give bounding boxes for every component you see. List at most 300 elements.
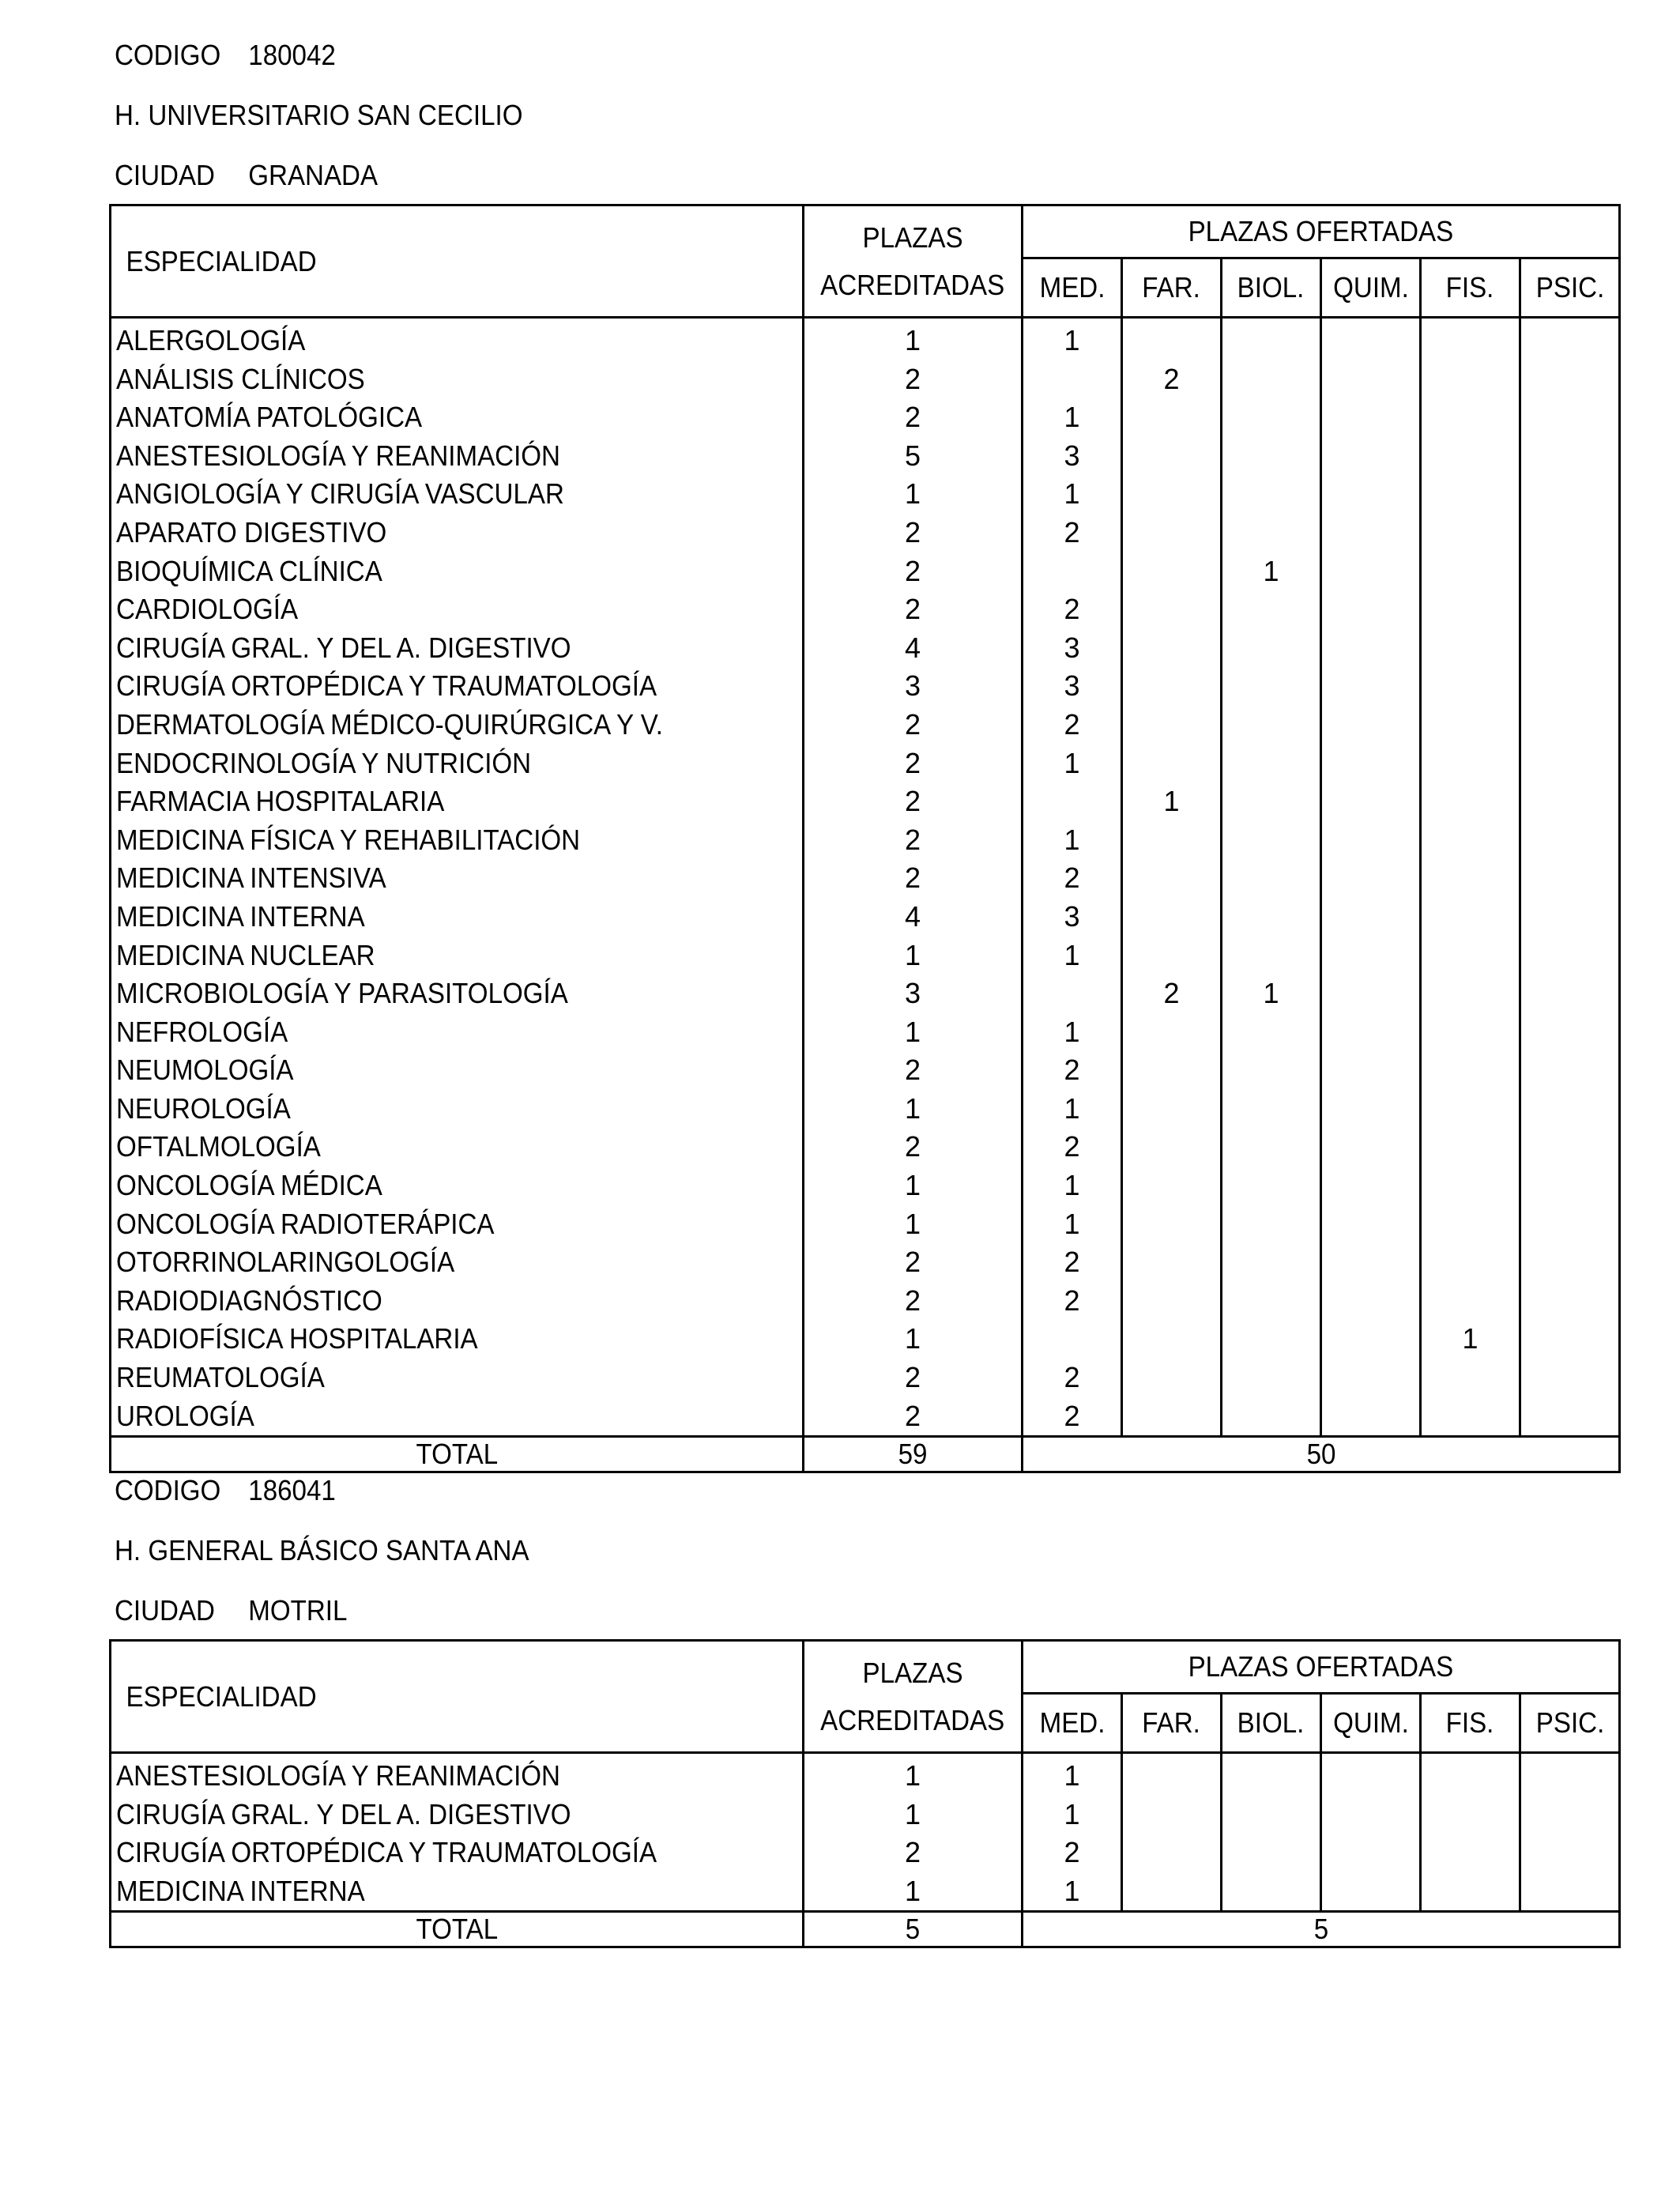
far-cell: 1 bbox=[1122, 782, 1222, 821]
med-cell: 1 bbox=[1023, 745, 1122, 783]
far-cell bbox=[1122, 318, 1222, 360]
med-cell: 2 bbox=[1023, 1359, 1122, 1397]
med-cell bbox=[1023, 974, 1122, 1013]
table-row bbox=[111, 898, 1620, 937]
plazas-ofertadas-header: PLAZAS OFERTADAS bbox=[1023, 205, 1620, 258]
psic-cell bbox=[1520, 590, 1620, 629]
specialty-name: CIRUGÍA GRAL. Y DEL A. DIGESTIVO bbox=[111, 629, 804, 668]
fis-cell bbox=[1421, 974, 1520, 1013]
specialty-name: ANATOMÍA PATOLÓGICA bbox=[111, 398, 804, 437]
acreditadas-cell: 1 bbox=[804, 1167, 1023, 1205]
psic-cell bbox=[1520, 398, 1620, 437]
fis-cell bbox=[1421, 859, 1520, 898]
psic-cell bbox=[1520, 859, 1620, 898]
biol-cell bbox=[1222, 1243, 1321, 1282]
specialty-name: ANESTESIOLOGÍA Y REANIMACIÓN bbox=[111, 1753, 804, 1796]
table-row bbox=[111, 1397, 1620, 1437]
psic-cell bbox=[1520, 1167, 1620, 1205]
biol-cell bbox=[1222, 629, 1321, 668]
specialty-table bbox=[109, 1639, 1621, 1948]
psic-cell bbox=[1520, 360, 1620, 399]
fis-cell bbox=[1421, 1834, 1520, 1872]
specialty-name: CARDIOLOGÍA bbox=[111, 590, 804, 629]
quim-cell bbox=[1321, 974, 1421, 1013]
acreditadas-cell: 1 bbox=[804, 318, 1023, 360]
fis-cell bbox=[1421, 1205, 1520, 1244]
psic-cell bbox=[1520, 1397, 1620, 1437]
far-cell bbox=[1122, 1090, 1222, 1129]
psic-cell bbox=[1520, 706, 1620, 745]
acreditadas-cell: 1 bbox=[804, 475, 1023, 514]
med-cell bbox=[1023, 1320, 1122, 1359]
acreditadas-cell: 2 bbox=[804, 859, 1023, 898]
far-cell: 2 bbox=[1122, 360, 1222, 399]
med-cell: 1 bbox=[1023, 821, 1122, 860]
biol-cell bbox=[1222, 590, 1321, 629]
table-row bbox=[111, 437, 1620, 476]
acreditadas-cell: 2 bbox=[804, 782, 1023, 821]
specialty-name: NEUROLOGÍA bbox=[111, 1090, 804, 1129]
acreditadas-cell: 2 bbox=[804, 1282, 1023, 1321]
acreditadas-cell: 4 bbox=[804, 629, 1023, 668]
biol-cell bbox=[1222, 1282, 1321, 1321]
biol-cell: 1 bbox=[1222, 974, 1321, 1013]
far-cell bbox=[1122, 745, 1222, 783]
quim-cell bbox=[1321, 629, 1421, 668]
biol-cell bbox=[1222, 360, 1321, 399]
total-label: TOTAL bbox=[111, 1912, 804, 1947]
table-row bbox=[111, 360, 1620, 399]
fis-cell bbox=[1421, 437, 1520, 476]
med-cell: 3 bbox=[1023, 898, 1122, 937]
psic-cell bbox=[1520, 1872, 1620, 1912]
med-cell: 1 bbox=[1023, 1205, 1122, 1244]
codigo-value: 186041 bbox=[248, 1474, 336, 1506]
psic-cell bbox=[1520, 1128, 1620, 1167]
psic-cell bbox=[1520, 1013, 1620, 1052]
fis-cell bbox=[1421, 475, 1520, 514]
far-cell bbox=[1122, 821, 1222, 860]
acreditadas-cell: 2 bbox=[804, 1397, 1023, 1437]
fis-cell bbox=[1421, 1013, 1520, 1052]
fis-cell bbox=[1421, 782, 1520, 821]
psic-cell bbox=[1520, 667, 1620, 706]
fis-cell bbox=[1421, 318, 1520, 360]
biol-cell: 1 bbox=[1222, 552, 1321, 591]
quim-cell bbox=[1321, 745, 1421, 783]
fis-cell: 1 bbox=[1421, 1320, 1520, 1359]
fis-cell bbox=[1421, 590, 1520, 629]
med-cell: 1 bbox=[1023, 1167, 1122, 1205]
fis-cell bbox=[1421, 552, 1520, 591]
biol-cell bbox=[1222, 937, 1321, 975]
biol-cell bbox=[1222, 1205, 1321, 1244]
acreditadas-cell: 2 bbox=[804, 398, 1023, 437]
biol-cell bbox=[1222, 398, 1321, 437]
med-cell: 1 bbox=[1023, 398, 1122, 437]
quim-cell bbox=[1321, 1128, 1421, 1167]
quim-cell bbox=[1321, 1796, 1421, 1834]
quim-cell bbox=[1321, 706, 1421, 745]
med-cell: 2 bbox=[1023, 590, 1122, 629]
table-row bbox=[111, 514, 1620, 552]
fis-cell bbox=[1421, 1090, 1520, 1129]
far-cell bbox=[1122, 1167, 1222, 1205]
acreditadas-cell: 1 bbox=[804, 1205, 1023, 1244]
plazas-ofertadas-header: PLAZAS OFERTADAS bbox=[1023, 1641, 1620, 1694]
far-cell bbox=[1122, 898, 1222, 937]
far-cell bbox=[1122, 706, 1222, 745]
biol-cell bbox=[1222, 1872, 1321, 1912]
acreditadas-cell: 1 bbox=[804, 1872, 1023, 1912]
med-cell: 1 bbox=[1023, 475, 1122, 514]
table-row bbox=[111, 1320, 1620, 1359]
quim-cell bbox=[1321, 782, 1421, 821]
table-row bbox=[111, 1834, 1620, 1872]
quim-cell bbox=[1321, 1320, 1421, 1359]
table-row bbox=[111, 552, 1620, 591]
biol-cell bbox=[1222, 1397, 1321, 1437]
med-cell: 2 bbox=[1023, 1243, 1122, 1282]
biol-cell bbox=[1222, 667, 1321, 706]
med-cell bbox=[1023, 552, 1122, 591]
table-row bbox=[111, 1090, 1620, 1129]
quim-cell bbox=[1321, 821, 1421, 860]
specialty-name: RADIODIAGNÓSTICO bbox=[111, 1282, 804, 1321]
med-cell bbox=[1023, 782, 1122, 821]
specialty-name: MEDICINA INTERNA bbox=[111, 898, 804, 937]
table-row bbox=[111, 590, 1620, 629]
total-acreditadas: 5 bbox=[804, 1912, 1023, 1947]
specialty-name: CIRUGÍA ORTOPÉDICA Y TRAUMATOLOGÍA bbox=[111, 1834, 804, 1872]
quim-cell bbox=[1321, 859, 1421, 898]
fis-cell bbox=[1421, 514, 1520, 552]
far-cell bbox=[1122, 1051, 1222, 1090]
codigo-line bbox=[115, 1473, 336, 1508]
psic-cell bbox=[1520, 629, 1620, 668]
acreditadas-cell: 1 bbox=[804, 1320, 1023, 1359]
far-cell bbox=[1122, 1834, 1222, 1872]
quim-cell bbox=[1321, 1205, 1421, 1244]
codigo-value: 180042 bbox=[248, 39, 336, 71]
biol-cell bbox=[1222, 1320, 1321, 1359]
plazas-acreditadas-header: PLAZAS ACREDITADAS bbox=[804, 205, 1023, 318]
biol-cell bbox=[1222, 514, 1321, 552]
acreditadas-cell: 3 bbox=[804, 974, 1023, 1013]
quim-header: QUIM. bbox=[1321, 258, 1421, 318]
quim-cell bbox=[1321, 1282, 1421, 1321]
fis-cell bbox=[1421, 1128, 1520, 1167]
med-cell: 1 bbox=[1023, 1753, 1122, 1796]
psic-cell bbox=[1520, 937, 1620, 975]
specialty-name: ENDOCRINOLOGÍA Y NUTRICIÓN bbox=[111, 745, 804, 783]
fis-cell bbox=[1421, 398, 1520, 437]
specialty-name: APARATO DIGESTIVO bbox=[111, 514, 804, 552]
biol-header: BIOL. bbox=[1222, 1694, 1321, 1753]
especialidad-header: ESPECIALIDAD bbox=[111, 205, 804, 318]
med-cell: 2 bbox=[1023, 706, 1122, 745]
far-cell bbox=[1122, 1359, 1222, 1397]
acreditadas-cell: 2 bbox=[804, 706, 1023, 745]
acreditadas-cell: 1 bbox=[804, 1090, 1023, 1129]
quim-cell bbox=[1321, 1051, 1421, 1090]
biol-cell bbox=[1222, 1013, 1321, 1052]
fis-cell bbox=[1421, 1243, 1520, 1282]
specialty-table bbox=[109, 204, 1621, 1473]
table-row bbox=[111, 937, 1620, 975]
biol-cell bbox=[1222, 1359, 1321, 1397]
med-cell: 2 bbox=[1023, 1834, 1122, 1872]
specialty-name: OFTALMOLOGÍA bbox=[111, 1128, 804, 1167]
table-body bbox=[111, 318, 1620, 1437]
specialty-name: MICROBIOLOGÍA Y PARASITOLOGÍA bbox=[111, 974, 804, 1013]
table-row bbox=[111, 1013, 1620, 1052]
total-label: TOTAL bbox=[111, 1437, 804, 1472]
quim-cell bbox=[1321, 590, 1421, 629]
psic-cell bbox=[1520, 552, 1620, 591]
table-row bbox=[111, 318, 1620, 360]
quim-cell bbox=[1321, 398, 1421, 437]
table-row bbox=[111, 1753, 1620, 1796]
table-row bbox=[111, 1872, 1620, 1912]
quim-cell bbox=[1321, 1359, 1421, 1397]
med-cell: 2 bbox=[1023, 1051, 1122, 1090]
psic-cell bbox=[1520, 1753, 1620, 1796]
biol-cell bbox=[1222, 1167, 1321, 1205]
far-cell bbox=[1122, 629, 1222, 668]
acreditadas-cell: 3 bbox=[804, 667, 1023, 706]
med-cell: 2 bbox=[1023, 1397, 1122, 1437]
far-header: FAR. bbox=[1122, 1694, 1222, 1753]
specialty-name: MEDICINA NUCLEAR bbox=[111, 937, 804, 975]
fis-cell bbox=[1421, 1359, 1520, 1397]
psic-cell bbox=[1520, 1051, 1620, 1090]
fis-header: FIS. bbox=[1421, 1694, 1520, 1753]
acreditadas-cell: 1 bbox=[804, 1013, 1023, 1052]
ciudad-label: CIUDAD bbox=[115, 1594, 215, 1627]
biol-cell bbox=[1222, 1753, 1321, 1796]
biol-cell bbox=[1222, 859, 1321, 898]
table-row bbox=[111, 859, 1620, 898]
quim-cell bbox=[1321, 1167, 1421, 1205]
med-cell: 2 bbox=[1023, 514, 1122, 552]
table-row bbox=[111, 1282, 1620, 1321]
quim-cell bbox=[1321, 1243, 1421, 1282]
med-cell: 2 bbox=[1023, 1282, 1122, 1321]
biol-cell bbox=[1222, 318, 1321, 360]
biol-cell bbox=[1222, 821, 1321, 860]
far-cell bbox=[1122, 937, 1222, 975]
ciudad-label: CIUDAD bbox=[115, 159, 215, 191]
quim-cell bbox=[1321, 1090, 1421, 1129]
fis-cell bbox=[1421, 821, 1520, 860]
total-ofertadas: 50 bbox=[1023, 1437, 1620, 1472]
quim-cell bbox=[1321, 552, 1421, 591]
med-cell: 1 bbox=[1023, 1872, 1122, 1912]
acreditadas-cell: 2 bbox=[804, 1051, 1023, 1090]
specialty-name: MEDICINA FÍSICA Y REHABILITACIÓN bbox=[111, 821, 804, 860]
specialty-name: ANGIOLOGÍA Y CIRUGÍA VASCULAR bbox=[111, 475, 804, 514]
ciudad-value: MOTRIL bbox=[248, 1594, 348, 1627]
psic-cell bbox=[1520, 1834, 1620, 1872]
biol-header: BIOL. bbox=[1222, 258, 1321, 318]
fis-cell bbox=[1421, 1872, 1520, 1912]
acreditadas-cell: 2 bbox=[804, 590, 1023, 629]
codigo-label: CODIGO bbox=[115, 1474, 221, 1506]
acreditadas-cell: 2 bbox=[804, 514, 1023, 552]
psic-cell bbox=[1520, 1243, 1620, 1282]
table-row bbox=[111, 1796, 1620, 1834]
biol-cell bbox=[1222, 1128, 1321, 1167]
quim-cell bbox=[1321, 1872, 1421, 1912]
biol-cell bbox=[1222, 782, 1321, 821]
specialty-name: ANESTESIOLOGÍA Y REANIMACIÓN bbox=[111, 437, 804, 476]
table-row bbox=[111, 629, 1620, 668]
acreditadas-cell: 1 bbox=[804, 1753, 1023, 1796]
psic-cell bbox=[1520, 898, 1620, 937]
table-row bbox=[111, 1243, 1620, 1282]
quim-cell bbox=[1321, 475, 1421, 514]
fis-cell bbox=[1421, 898, 1520, 937]
med-cell: 1 bbox=[1023, 1090, 1122, 1129]
table-row bbox=[111, 745, 1620, 783]
psic-cell bbox=[1520, 318, 1620, 360]
fis-cell bbox=[1421, 1167, 1520, 1205]
psic-cell bbox=[1520, 1359, 1620, 1397]
far-cell bbox=[1122, 1282, 1222, 1321]
far-cell: 2 bbox=[1122, 974, 1222, 1013]
far-cell bbox=[1122, 437, 1222, 476]
table-row bbox=[111, 398, 1620, 437]
quim-cell bbox=[1321, 1834, 1421, 1872]
codigo-line bbox=[115, 38, 336, 73]
med-cell bbox=[1023, 360, 1122, 399]
specialty-name: MEDICINA INTENSIVA bbox=[111, 859, 804, 898]
psic-header: PSIC. bbox=[1520, 258, 1620, 318]
far-cell bbox=[1122, 1320, 1222, 1359]
fis-cell bbox=[1421, 629, 1520, 668]
psic-cell bbox=[1520, 437, 1620, 476]
specialty-name: UROLOGÍA bbox=[111, 1397, 804, 1437]
psic-cell bbox=[1520, 475, 1620, 514]
specialty-name: NEFROLOGÍA bbox=[111, 1013, 804, 1052]
far-header: FAR. bbox=[1122, 258, 1222, 318]
psic-cell bbox=[1520, 1090, 1620, 1129]
specialty-name: ANÁLISIS CLÍNICOS bbox=[111, 360, 804, 399]
total-row bbox=[111, 1437, 1620, 1472]
quim-cell bbox=[1321, 1753, 1421, 1796]
acreditadas-cell: 2 bbox=[804, 745, 1023, 783]
psic-cell bbox=[1520, 1205, 1620, 1244]
plazas-acreditadas-header: PLAZAS ACREDITADAS bbox=[804, 1641, 1023, 1753]
biol-cell bbox=[1222, 745, 1321, 783]
biol-cell bbox=[1222, 1834, 1321, 1872]
med-cell: 1 bbox=[1023, 318, 1122, 360]
acreditadas-cell: 2 bbox=[804, 1128, 1023, 1167]
psic-cell bbox=[1520, 514, 1620, 552]
psic-cell bbox=[1520, 745, 1620, 783]
quim-cell bbox=[1321, 437, 1421, 476]
table-row bbox=[111, 667, 1620, 706]
biol-cell bbox=[1222, 898, 1321, 937]
total-acreditadas: 59 bbox=[804, 1437, 1023, 1472]
fis-cell bbox=[1421, 1397, 1520, 1437]
far-cell bbox=[1122, 590, 1222, 629]
quim-header: QUIM. bbox=[1321, 1694, 1421, 1753]
fis-cell bbox=[1421, 1753, 1520, 1796]
fis-cell bbox=[1421, 667, 1520, 706]
far-cell bbox=[1122, 1205, 1222, 1244]
fis-cell bbox=[1421, 1796, 1520, 1834]
psic-cell bbox=[1520, 782, 1620, 821]
acreditadas-cell: 2 bbox=[804, 821, 1023, 860]
fis-header: FIS. bbox=[1421, 258, 1520, 318]
total-row bbox=[111, 1912, 1620, 1947]
specialty-name: RADIOFÍSICA HOSPITALARIA bbox=[111, 1320, 804, 1359]
far-cell bbox=[1122, 1243, 1222, 1282]
table-row bbox=[111, 782, 1620, 821]
quim-cell bbox=[1321, 1397, 1421, 1437]
acreditadas-cell: 1 bbox=[804, 937, 1023, 975]
specialty-name: CIRUGÍA GRAL. Y DEL A. DIGESTIVO bbox=[111, 1796, 804, 1834]
total-ofertadas: 5 bbox=[1023, 1912, 1620, 1947]
med-cell: 1 bbox=[1023, 937, 1122, 975]
far-cell bbox=[1122, 667, 1222, 706]
table-row bbox=[111, 1205, 1620, 1244]
table-row bbox=[111, 475, 1620, 514]
ciudad-value: GRANADA bbox=[248, 159, 379, 191]
med-cell: 3 bbox=[1023, 437, 1122, 476]
far-cell bbox=[1122, 1013, 1222, 1052]
hospital-name: H. UNIVERSITARIO SAN CECILIO bbox=[115, 99, 523, 131]
far-cell bbox=[1122, 1753, 1222, 1796]
specialty-name: BIOQUÍMICA CLÍNICA bbox=[111, 552, 804, 591]
far-cell bbox=[1122, 398, 1222, 437]
psic-cell bbox=[1520, 1320, 1620, 1359]
specialty-name: DERMATOLOGÍA MÉDICO-QUIRÚRGICA Y V. bbox=[111, 706, 804, 745]
table-row bbox=[111, 821, 1620, 860]
especialidad-header: ESPECIALIDAD bbox=[111, 1641, 804, 1753]
table-row bbox=[111, 1167, 1620, 1205]
quim-cell bbox=[1321, 937, 1421, 975]
fis-cell bbox=[1421, 745, 1520, 783]
specialty-name: FARMACIA HOSPITALARIA bbox=[111, 782, 804, 821]
far-cell bbox=[1122, 514, 1222, 552]
table-row bbox=[111, 974, 1620, 1013]
specialty-name: CIRUGÍA ORTOPÉDICA Y TRAUMATOLOGÍA bbox=[111, 667, 804, 706]
med-header: MED. bbox=[1023, 1694, 1122, 1753]
specialty-name: OTORRINOLARINGOLOGÍA bbox=[111, 1243, 804, 1282]
psic-cell bbox=[1520, 1796, 1620, 1834]
quim-cell bbox=[1321, 318, 1421, 360]
quim-cell bbox=[1321, 667, 1421, 706]
far-cell bbox=[1122, 859, 1222, 898]
acreditadas-cell: 2 bbox=[804, 1243, 1023, 1282]
ciudad-line bbox=[115, 158, 378, 193]
specialty-name: ONCOLOGÍA MÉDICA bbox=[111, 1167, 804, 1205]
psic-cell bbox=[1520, 821, 1620, 860]
table-row bbox=[111, 1128, 1620, 1167]
biol-cell bbox=[1222, 475, 1321, 514]
quim-cell bbox=[1321, 514, 1421, 552]
fis-cell bbox=[1421, 1282, 1520, 1321]
med-cell: 1 bbox=[1023, 1013, 1122, 1052]
biol-cell bbox=[1222, 437, 1321, 476]
specialty-name: REUMATOLOGÍA bbox=[111, 1359, 804, 1397]
specialty-name: ONCOLOGÍA RADIOTERÁPICA bbox=[111, 1205, 804, 1244]
hospital-name: H. GENERAL BÁSICO SANTA ANA bbox=[115, 1534, 529, 1566]
med-cell: 2 bbox=[1023, 1128, 1122, 1167]
